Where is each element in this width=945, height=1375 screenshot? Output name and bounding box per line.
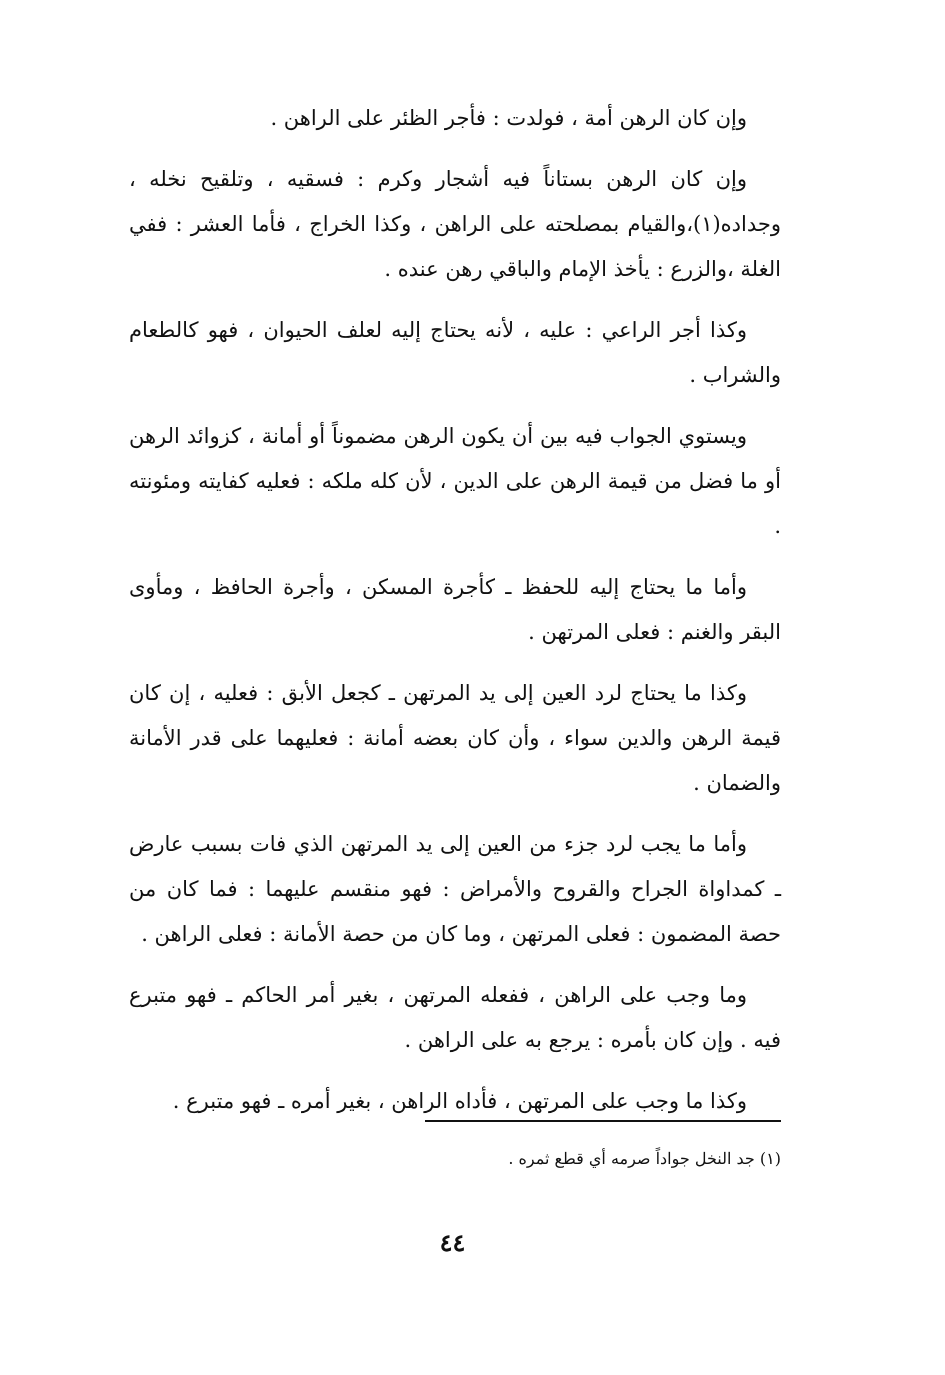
footnote-divider [425, 1120, 781, 1122]
paragraph-return-costs: وكذا ما يحتاج لرد العين إلى يد المرتهن ـ كجعل الأبق : فعليه ، إن كان قيمة الرهن والدين سواء ، وأن كان بعضه أمانة : فعليهما على قدر الأمانة والضمان . [129, 681, 781, 795]
paragraph-safekeeping-costs: وأما ما يحتاج إليه للحفظ ـ كأجرة المسكن ، وأجرة الحافظ ، ومأوى البقر والغنم : فعلى المرتهن . [129, 575, 781, 644]
paragraph-treatment-costs: وأما ما يجب لرد جزء من العين إلى يد المرتهن الذي فات بسبب عارض ـ كمداواة الجراح والقروح والأمراض : فهو منقسم عليهما : فما كان من حصة المضمون : فعلى المرتهن ، وما كان من حصة الأمانة : فعلى الراهن . [129, 832, 781, 946]
paragraph-pledged-slave: وإن كان الرهن أمة ، فولدت : فأجر الظئر على الراهن . [270, 106, 747, 130]
paragraph-guaranteed-or-trust: ويستوي الجواب فيه بين أن يكون الرهن مضموناً أو أمانة ، كزوائد الرهن أو ما فضل من قيمة الرهن على الدين ، لأن كله ملكه : فعليه كفايته ومئونته . [129, 424, 781, 538]
paragraph-pledged-orchard: وإن كان الرهن بستاناً فيه أشجار وكرم : فسقيه ، وتلقيح نخله ، وجداده(١)،والقيام بمصلحته على الراهن ، وكذا الخراج ، فأما العشر : ففي الغلة ،والزرع : يأخذ الإمام والباقي رهن عنده . [129, 167, 781, 281]
page-number: ٤٤ [439, 1228, 466, 1257]
footnote: (١) جد النخل جواداً صرمه أي قطع ثمره . [508, 1149, 781, 1168]
body-text [129, 96, 781, 1140]
paragraph-volunteer-pledgee: وما وجب على الراهن ، ففعله المرتهن ، بغير أمر الحاكم ـ فهو متبرع فيه . وإن كان بأمره : يرجع به على الراهن . [129, 983, 781, 1052]
paragraph-shepherd-wage: وكذا أجر الراعي : عليه ، لأنه يحتاج إليه لعلف الحيوان ، فهو كالطعام والشراب . [129, 318, 781, 387]
paragraph-volunteer-pledgor: وكذا ما وجب على المرتهن ، فأداه الراهن ، بغير أمره ـ فهو متبرع . [172, 1089, 747, 1113]
